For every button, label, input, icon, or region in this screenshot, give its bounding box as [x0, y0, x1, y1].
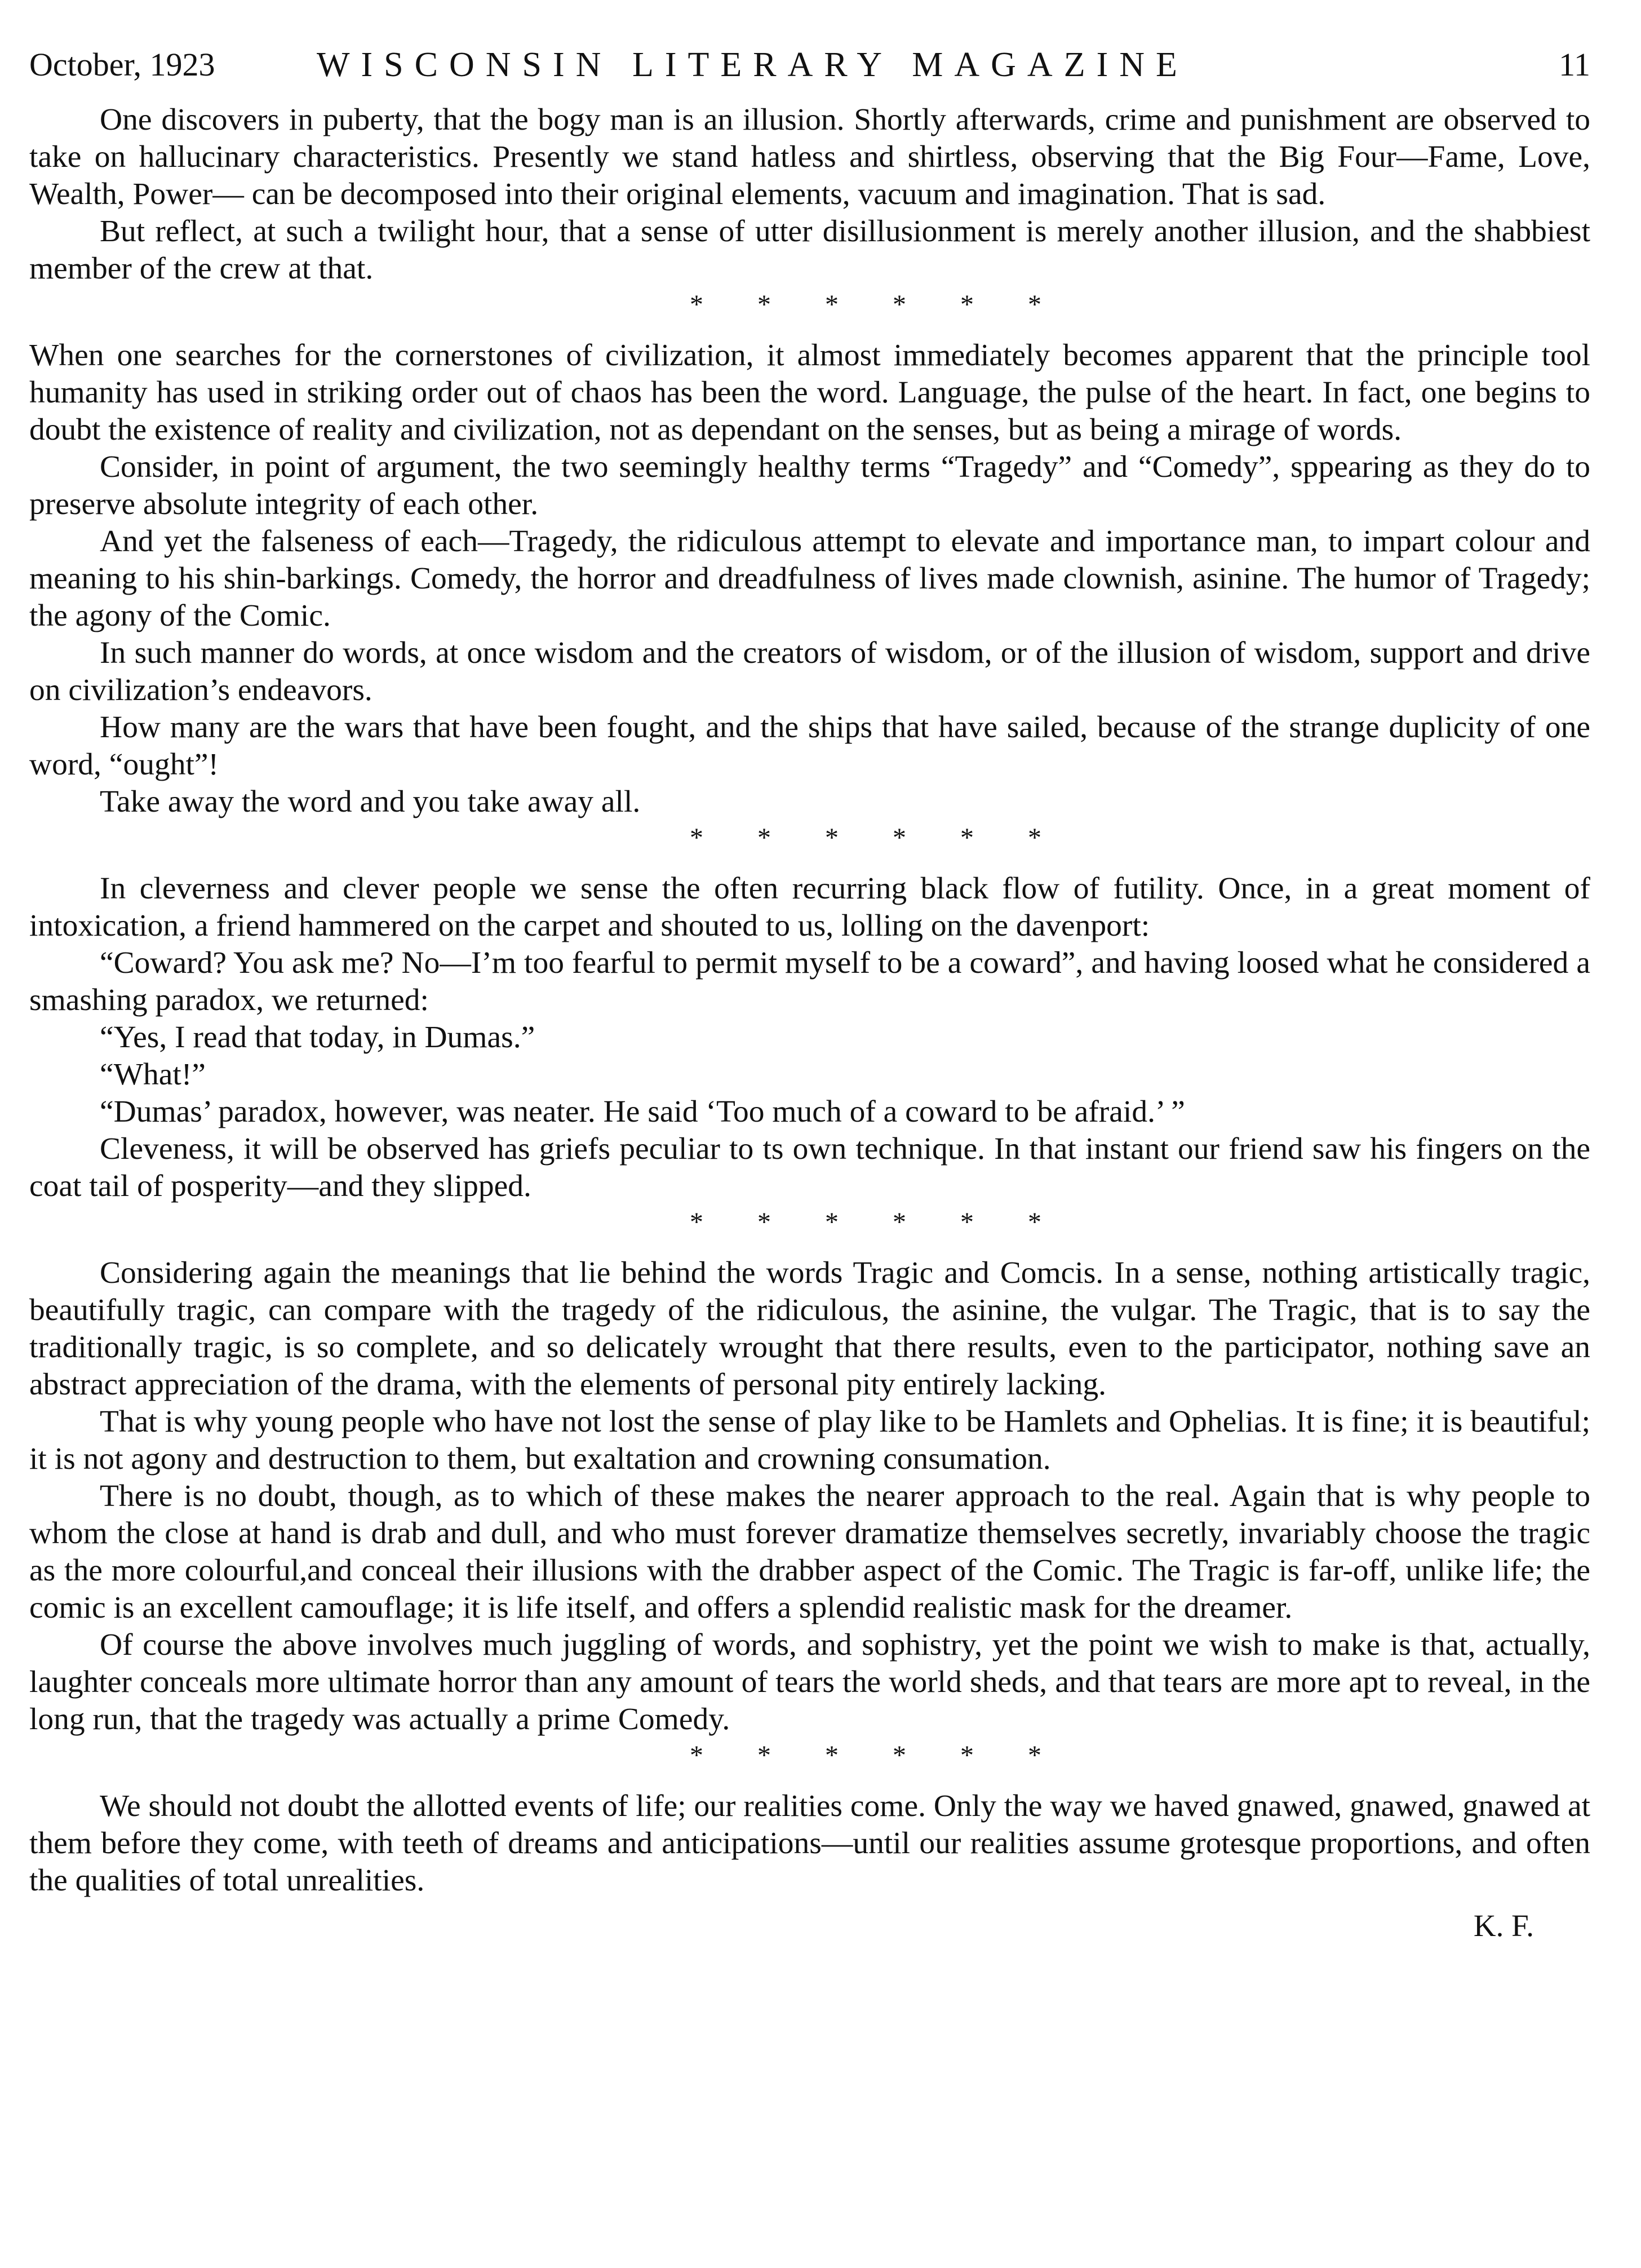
section-separator: * * * * * * — [690, 1740, 1065, 1770]
paragraph: “What!” — [100, 1057, 206, 1092]
paragraph: We should not doubt the allotted events of life; our realities come. Only the way we haved gnawed, gnawed, gnawed at them before they come, with teeth of dreams and anticipations—until our realities assume grotesque proportions, and often the qualities of total unrealities. — [29, 1789, 1590, 1898]
paragraph: When one searches for the cornerstones of civilization, it almost immediately becomes apparent that the principle tool humanity has used in striking order out of chaos has been the word. Language, the pulse of the heart. In fact, one begins to doubt the existence of reality and civilization, not as dependant on the senses, but as being a mirage of words. — [29, 338, 1590, 447]
paragraph: Of course the above involves much juggling of words, and sophistry, yet the point we wish to make is that, actually, laughter conceals more ultimate horror than any amount of tears the world sheds, and that tears are more apt to reveal, in the long run, that the tragedy was actually a prime Comedy. — [29, 1628, 1590, 1737]
paragraph: Take away the word and you take away all. — [100, 785, 641, 819]
paragraph: And yet the falseness of each—Tragedy, the ridiculous attempt to elevate and importance man, to impart colour and meaning to his shin-barkings. Comedy, the horror and dreadfulness of lives made clownish, asinine. The humor of Tragedy; the agony of the Comic. — [29, 524, 1590, 633]
paragraph: Considering again the meanings that lie behind the words Tragic and Comcis. In a sense, nothing artistically tragic, beautifully tragic, can compare with the tragedy of the ridiculous, the asinine, the vulgar. The Tragic, that is to say the traditionally tragic, is so complete, and so delicately wrought that there results, even to the participator, nothing save an abstract appreciation of the drama, with the elements of personal pity entirely lacking. — [29, 1256, 1590, 1402]
paragraph: How many are the wars that have been fought, and the ships that have sailed, because of the strange duplicity of one word, “ought”! — [29, 710, 1590, 782]
paragraph: That is why young people who have not lost the sense of play like to be Hamlets and Ophelias. It is fine; it is beautiful; it is not agony and destruction to them, but exaltation and crowning consumation. — [29, 1405, 1590, 1476]
article-body — [29, 101, 1590, 1944]
section-separator: * * * * * * — [690, 823, 1065, 853]
paragraph: Consider, in point of argument, the two seemingly healthy terms “Tragedy” and “Comedy”, sppearing as they do to preserve absolute integrity of each other. — [29, 450, 1590, 521]
paragraph: But reflect, at such a twilight hour, that a sense of utter disillusionment is merely another illusion, and the shabbiest member of the crew at that. — [29, 214, 1590, 286]
paragraph: Cleveness, it will be observed has griefs peculiar to ts own technique. In that instant our friend saw his fingers on the coat tail of posperity—and they slipped. — [29, 1132, 1590, 1203]
magazine-page — [29, 39, 1590, 1944]
paragraph: There is no doubt, though, as to which of these makes the nearer approach to the real. Again that is why people to whom the close at hand is drab and dull, and who must forever dramatize themselves secretly, invariably choose the tragic as the more colourful,and conceal their illusions with the drabber aspect of the Comic. The Tragic is far-off, unlike life; the comic is an excellent camouflage; it is life itself, and offers a splendid realistic mask for the dreamer. — [29, 1479, 1590, 1625]
page-header — [29, 39, 1590, 90]
page-number: 11 — [1559, 46, 1590, 83]
paragraph: In such manner do words, at once wisdom and the creators of wisdom, or of the illusion of wisdom, support and drive on civilization’s endeavors. — [29, 636, 1590, 707]
paragraph: “Yes, I read that today, in Dumas.” — [100, 1020, 535, 1055]
magazine-title: WISCONSIN LITERARY MAGAZINE — [317, 46, 1188, 84]
paragraph: “Dumas’ paradox, however, was neater. He said ‘Too much of a coward to be afraid.’ ” — [100, 1095, 1185, 1129]
section-separator: * * * * * * — [690, 1207, 1065, 1237]
issue-date: October, 1923 — [29, 46, 215, 83]
section-separator: * * * * * * — [690, 290, 1065, 320]
author-signature: K. F. — [1473, 1908, 1534, 1943]
paragraph: One discovers in puberty, that the bogy man is an illusion. Shortly afterwards, crime and punishment are observed to take on hallucinary characteristics. Presently we stand hatless and shirtless, observing that the Big Four—Fame, Love, Wealth, Power— can be decomposed into their original elements, vacuum and imagination. That is sad. — [29, 103, 1590, 211]
paragraph: In cleverness and clever people we sense the often recurring black flow of futility. Once, in a great moment of intoxication, a friend hammered on the carpet and shouted to us, lolling on the davenport: — [29, 871, 1590, 943]
paragraph: “Coward? You ask me? No—I’m too fearful to permit myself to be a coward”, and having loosed what he considered a smashing paradox, we returned: — [29, 946, 1590, 1017]
